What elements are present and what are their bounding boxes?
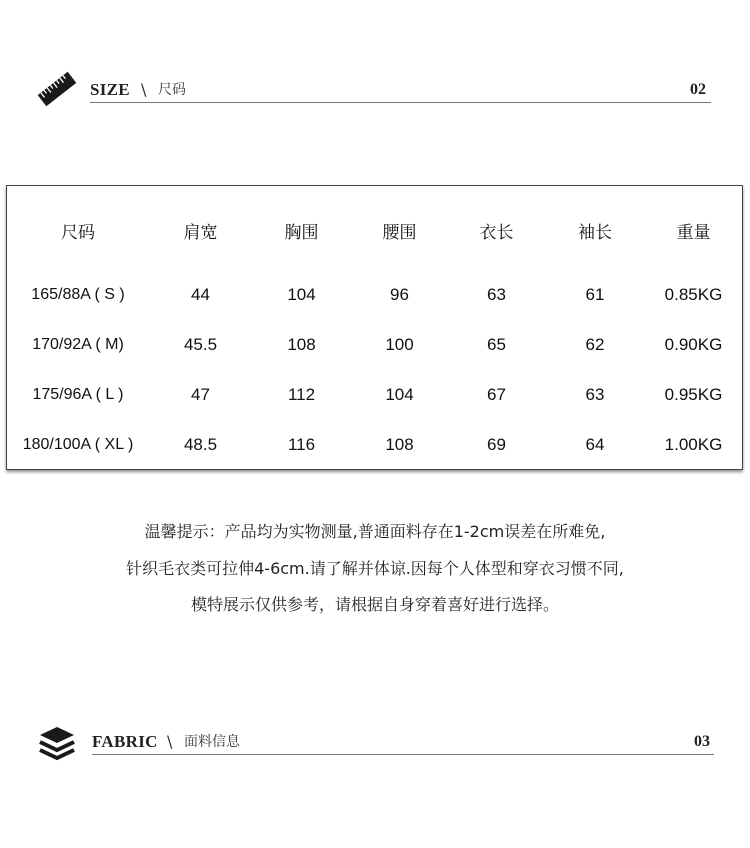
- table-cell: 0.95KG: [664, 385, 723, 404]
- fabric-section-divider: [92, 754, 714, 755]
- table-row: [7, 320, 742, 370]
- size-section-header: [0, 77, 750, 117]
- table-cell: 180/100A ( XL ): [22, 436, 134, 453]
- column-header: 腰围: [382, 222, 417, 243]
- ruler-icon: [36, 69, 78, 113]
- table-cell: 62: [585, 335, 605, 354]
- table-row: [7, 270, 742, 320]
- table-cell: 96: [390, 285, 409, 304]
- table-row: [7, 420, 742, 470]
- table-cell: 165/88A ( S ): [31, 286, 125, 303]
- column-header: 袖长: [578, 222, 612, 243]
- fabric-section-title: FABRIC: [92, 732, 158, 751]
- table-cell: 48.5: [183, 435, 218, 454]
- table-cell: 116: [287, 435, 316, 454]
- table-cell: 112: [287, 385, 316, 404]
- layers-icon: [38, 726, 76, 766]
- size-note-line-2: 针织毛衣类可拉伸4-6cm.请了解并体谅.因每个人体型和穿衣习惯不同,: [126, 559, 624, 578]
- size-section-number: 02: [690, 81, 706, 98]
- fabric-section-separator: \: [167, 732, 173, 751]
- fabric-section-subtitle: 面料信息: [184, 734, 240, 750]
- table-cell: 170/92A ( M): [32, 336, 124, 353]
- size-note-line-3: 模特展示仅供参考，请根据自身穿着喜好进行选择。: [190, 595, 559, 614]
- table-cell: 108: [287, 335, 316, 354]
- table-cell: 44: [191, 285, 210, 304]
- table-cell: 64: [585, 435, 605, 454]
- table-cell: 63: [585, 385, 605, 404]
- table-cell: 104: [385, 385, 414, 404]
- table-row: [7, 370, 742, 420]
- size-table-container: [6, 185, 743, 470]
- size-section-separator: \: [141, 80, 147, 99]
- size-note-line-1: 温馨提示：产品均为实物测量,普通面料存在1-2cm误差在所难免,: [144, 522, 606, 541]
- table-cell: 63: [487, 285, 506, 304]
- fabric-section-header: [0, 729, 750, 769]
- table-cell: 108: [385, 435, 414, 454]
- size-table-header-row: [7, 186, 742, 270]
- table-cell: 45.5: [183, 335, 218, 354]
- fabric-section-number: 03: [694, 733, 710, 750]
- table-cell: 61: [585, 285, 605, 304]
- size-section-divider: [90, 102, 711, 103]
- column-header: 胸围: [284, 222, 319, 243]
- table-cell: 69: [487, 435, 506, 454]
- size-section-title: SIZE: [90, 80, 130, 99]
- column-header: 肩宽: [183, 222, 218, 243]
- table-cell: 65: [487, 335, 506, 354]
- table-cell: 100: [385, 335, 414, 354]
- table-cell: 104: [287, 285, 316, 304]
- column-header: 衣长: [479, 222, 514, 243]
- column-header: 重量: [676, 222, 711, 243]
- table-cell: 47: [191, 385, 210, 404]
- table-cell: 0.90KG: [664, 335, 723, 354]
- column-header: 尺码: [61, 222, 95, 243]
- table-cell: 1.00KG: [664, 435, 723, 454]
- size-section-subtitle: 尺码: [158, 82, 186, 98]
- table-cell: 175/96A ( L ): [32, 386, 124, 403]
- table-cell: 67: [487, 385, 506, 404]
- size-table: [7, 186, 742, 470]
- table-cell: 0.85KG: [664, 285, 723, 304]
